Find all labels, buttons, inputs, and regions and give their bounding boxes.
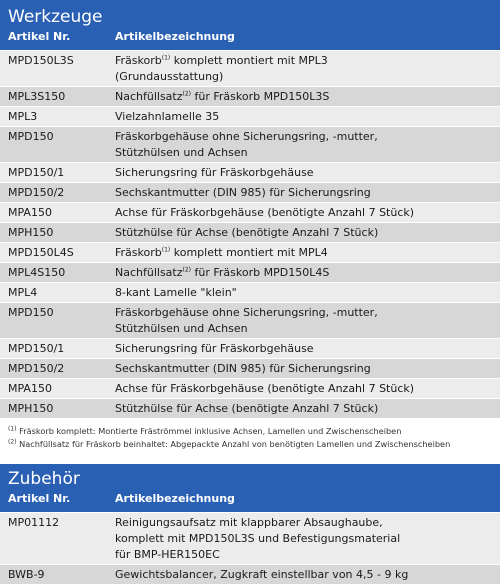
table-row (0, 222, 500, 242)
description-line: komplett mit MPD150L3S und Befestigungsmaterial (115, 532, 401, 545)
description-line (115, 53, 492, 69)
section-zubehoer (0, 464, 500, 584)
cell-artikel-nr: MPD150/2 (8, 186, 65, 199)
column-header-artikel-nr: Artikel Nr. (8, 30, 71, 43)
description-line: (Grundausstattung) (115, 70, 224, 83)
description-text: Stützhülse für Achse (benötigte Anzahl 7 Stück) (115, 402, 379, 415)
table-row (0, 86, 500, 106)
footnote (8, 438, 492, 451)
cell-artikelbezeichnung (107, 127, 500, 162)
description-text: komplett montiert mit MPL3 (170, 54, 328, 67)
description-text: Reinigungsaufsatz mit klappbarer Absaughaube, (115, 516, 383, 529)
description-line (115, 205, 492, 221)
footnote (8, 425, 492, 438)
table-row (0, 338, 500, 358)
cell-artikel-nr: MPD150/2 (8, 362, 65, 375)
cell-artikelbezeichnung (107, 223, 500, 242)
footnote-marker: (2) (182, 266, 192, 274)
cell-artikelbezeichnung (107, 263, 500, 282)
description-text: für Fräskorb MPD150L4S (191, 266, 330, 279)
footnote-marker: (1) (161, 54, 171, 62)
cell-artikel-nr: MPD150/1 (8, 166, 65, 179)
description-line: Stützhülsen und Achsen (115, 146, 248, 159)
description-text: Nachfüllsatz (115, 90, 183, 103)
column-header-artikelbezeichnung: Artikelbezeichnung (115, 30, 235, 43)
description-line (115, 245, 492, 261)
cell-artikel-nr: MPL4 (8, 286, 38, 299)
table-row (0, 512, 500, 564)
table-row (0, 302, 500, 338)
table-row (0, 50, 500, 86)
cell-artikel-nr: MPL3S150 (8, 90, 66, 103)
description-text: für Fräskorb MPD150L3S (191, 90, 330, 103)
cell-artikelbezeichnung (107, 163, 500, 182)
footnote-marker: (2) (182, 90, 192, 98)
section-gap (0, 451, 500, 464)
table-body (0, 50, 500, 418)
description-text: Nachfüllsatz (115, 266, 183, 279)
description-text: Gewichtsbalancer, Zugkraft einstellbar von 4,5 - 9 kg (115, 568, 409, 581)
column-header-artikelbezeichnung: Artikelbezeichnung (115, 492, 235, 505)
description-text: Sechskantmutter (DIN 985) für Sicherungsring (115, 362, 371, 375)
table-row (0, 242, 500, 262)
cell-artikelbezeichnung (107, 303, 500, 338)
cell-artikel-nr: MPD150/1 (8, 342, 65, 355)
description-line (115, 401, 492, 417)
description-text: Achse für Fräskorbgehäuse (benötigte Anzahl 7 Stück) (115, 382, 415, 395)
section-title: Werkzeuge (8, 7, 103, 27)
cell-artikelbezeichnung (107, 339, 500, 358)
cell-artikel-nr: MPD150L4S (8, 246, 74, 259)
cell-artikelbezeichnung (107, 203, 500, 222)
cell-artikelbezeichnung (107, 183, 500, 202)
cell-artikel-nr: MP01112 (8, 516, 60, 529)
cell-artikelbezeichnung (107, 565, 500, 584)
table-row (0, 162, 500, 182)
description-line: Stützhülsen und Achsen (115, 322, 248, 335)
cell-artikelbezeichnung (107, 51, 500, 86)
cell-artikel-nr: BWB-9 (8, 568, 45, 581)
description-text: Stützhülse für Achse (benötigte Anzahl 7 Stück) (115, 226, 379, 239)
description-line (115, 265, 492, 281)
table-row (0, 106, 500, 126)
table-row (0, 358, 500, 378)
cell-artikelbezeichnung (107, 359, 500, 378)
footnote-text: Fräskorb komplett: Montierte Fräströmmel inklusive Achsen, Lamellen und Zwischenscheiben (16, 426, 402, 436)
cell-artikel-nr: MPH150 (8, 226, 54, 239)
table-row (0, 262, 500, 282)
description-text: Fräskorbgehäuse ohne Sicherungsring, -mutter, (115, 306, 378, 319)
footnote-marker: (2) (8, 438, 17, 446)
description-line (115, 225, 492, 241)
cell-artikelbezeichnung (107, 399, 500, 418)
description-text: Fräskorbgehäuse ohne Sicherungsring, -mutter, (115, 130, 378, 143)
description-line (115, 109, 492, 125)
description-text: Achse für Fräskorbgehäuse (benötigte Anzahl 7 Stück) (115, 206, 415, 219)
description-text: komplett montiert mit MPL4 (170, 246, 328, 259)
footnotes (0, 418, 500, 451)
cell-artikel-nr: MPL3 (8, 110, 38, 123)
footnote-marker: (1) (8, 425, 17, 433)
cell-artikel-nr: MPD150L3S (8, 54, 74, 67)
description-text: Fräskorb (115, 54, 162, 67)
description-line (115, 515, 492, 531)
description-line (115, 89, 492, 105)
table-row (0, 126, 500, 162)
cell-artikelbezeichnung (107, 283, 500, 302)
column-header-artikel-nr: Artikel Nr. (8, 492, 71, 505)
description-line (115, 341, 492, 357)
description-line (115, 305, 492, 321)
description-line: für BMP-HER150EC (115, 548, 220, 561)
column-headers (8, 490, 492, 512)
description-line (115, 185, 492, 201)
cell-artikel-nr: MPL4S150 (8, 266, 66, 279)
footnote-marker: (1) (161, 246, 171, 254)
cell-artikel-nr: MPD150 (8, 130, 54, 143)
cell-artikel-nr: MPA150 (8, 206, 52, 219)
column-headers (8, 28, 492, 50)
table-row (0, 564, 500, 584)
table-body (0, 512, 500, 584)
description-text: Sicherungsring für Fräskorbgehäuse (115, 342, 314, 355)
cell-artikelbezeichnung (107, 87, 500, 106)
section-title: Zubehör (8, 469, 80, 489)
description-line (115, 129, 492, 145)
description-line (115, 381, 492, 397)
cell-artikelbezeichnung (107, 107, 500, 126)
description-text: 8-kant Lamelle "klein" (115, 286, 237, 299)
cell-artikel-nr: MPD150 (8, 306, 54, 319)
description-line (115, 361, 492, 377)
table-row (0, 378, 500, 398)
description-text: Vielzahnlamelle 35 (115, 110, 220, 123)
section-header (0, 0, 500, 50)
cell-artikel-nr: MPA150 (8, 382, 52, 395)
description-text: Sechskantmutter (DIN 985) für Sicherungsring (115, 186, 371, 199)
cell-artikelbezeichnung (107, 379, 500, 398)
cell-artikelbezeichnung (107, 513, 500, 564)
footnote-text: Nachfüllsatz für Fräskorb beinhaltet: Abgepackte Anzahl von benötigten Lamellen und Zwischenscheiben (16, 439, 451, 449)
cell-artikelbezeichnung (107, 243, 500, 262)
table-row (0, 182, 500, 202)
table-row (0, 282, 500, 302)
table-row (0, 398, 500, 418)
section-header (0, 464, 500, 512)
description-line (115, 165, 492, 181)
table-row (0, 202, 500, 222)
description-text: Sicherungsring für Fräskorbgehäuse (115, 166, 314, 179)
description-line (115, 285, 492, 301)
cell-artikel-nr: MPH150 (8, 402, 54, 415)
description-text: Fräskorb (115, 246, 162, 259)
